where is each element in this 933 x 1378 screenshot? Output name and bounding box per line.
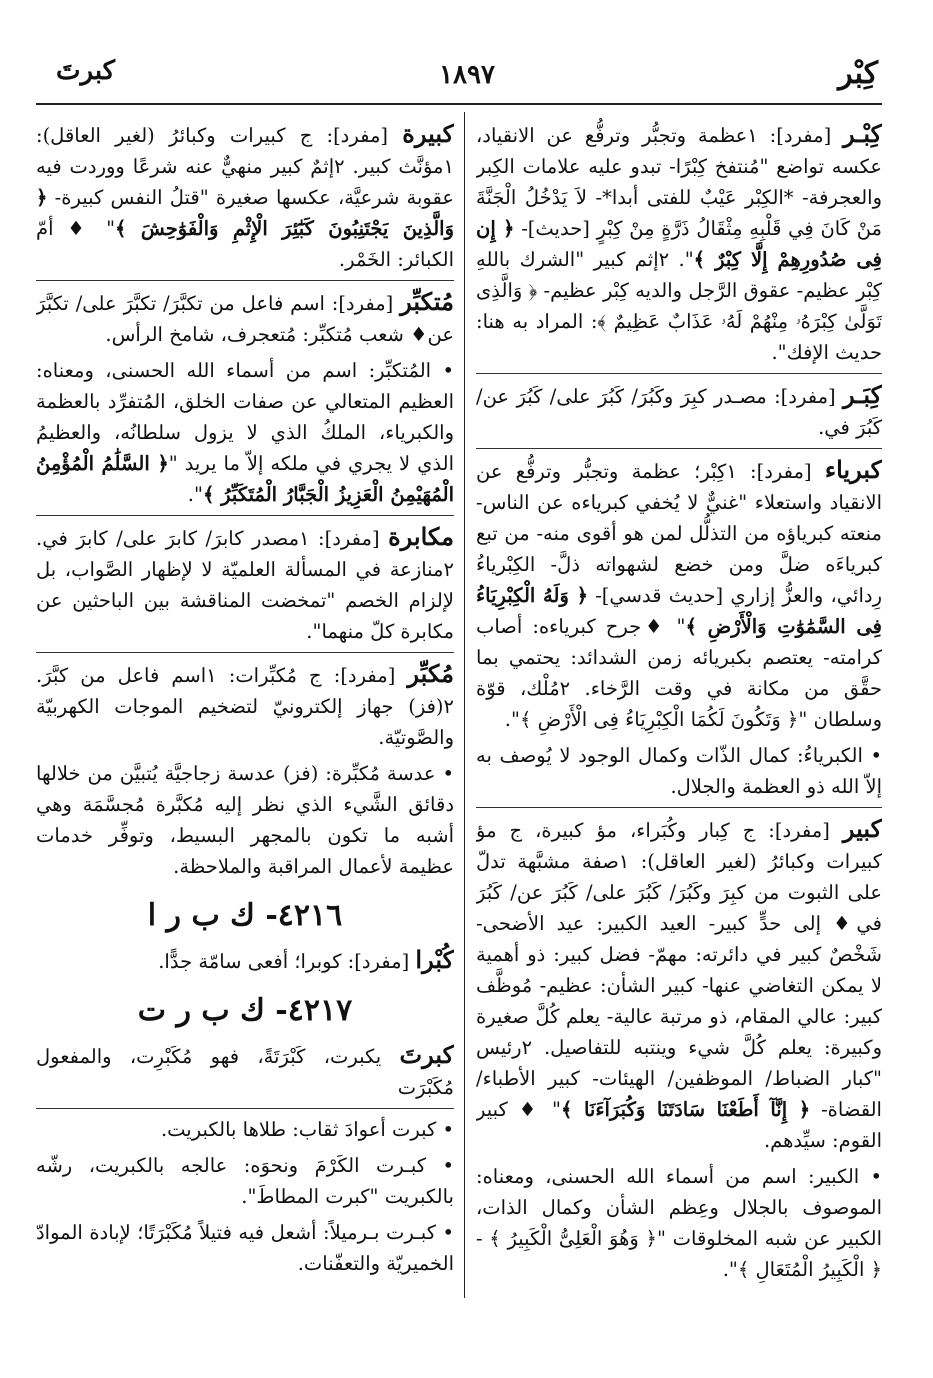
root-heading-4216: ٤٢١٦- ك ب ر ا [147,898,343,933]
definition-tail: ". [187,483,203,506]
entry-kibr [476,118,882,368]
header-left-word: كبرتَ [56,56,116,86]
definition: [مفرد]: ١كِبْر؛ عظمة وتجبُّر وترفُّع عن الانقياد واستعلاء "غنيٌّ لا يُخفي كبرياءه عن الناس- منعته كبرياؤه من التذلُّل لمن هو أقوى منه- من تبع كبرياءَه ضلَّ ومن خضع لشهواته ذلَّ- الكِبْرياءُ رِدائي، والعزُّ إزاري [حديث قدسي]- [476,460,882,607]
headword: كِبَـر [843,380,882,409]
definition: يكبرت، كَبْرَتَةً، فهو مُكَبْرِت، والمفعول مُكَبْرَت [36,1045,454,1099]
definition-tail: " ♦ أمّ الكبائر: الخَمْر. [36,217,454,271]
root-heading-4217: ٤٢١٧- ك ب ر ت [137,993,353,1028]
entry-mutakabbir [36,280,454,350]
definition: [مفرد]: مصـدر كبِرَ وكَبُرَ/ كَبُرَ على/ كَبُرَ عن/ كَبُرَ في. [476,385,882,439]
entry-kabir [476,807,882,1156]
headword: كبيرة [402,119,454,148]
entry-al-mutakabbir [36,355,454,510]
entry-al-kabir [476,1161,882,1285]
definition: [مفرد]: ١عظمة وتجبُّر وترفُّع عن الانقياد، عكسه تواضع "مُنتفخ كِبْرًا- تبدو عليه علامات الكِبر والعجرفة- *الكِبْر عَيْبٌ للفتى أبدا*- لاَ يَدْخُلُ الْجَنَّةَ مَنْ كَانَ فِي قَلْبِهِ مِثْقَالُ ذَرَّةٍ مِنْ كِبْرٍ [حديث]- [476,124,882,240]
entry-kabrata-sense-2 [36,1150,454,1212]
entry-mukabbir [36,652,454,753]
definition: [مفرد]: ج كِبار وكُبَراء، مؤ كبيرة، ج مؤ كبيرات وكبائرُ (لغير العاقل): ١صفة مشبَّهة تدلّ على الثبوت من كبِرَ وكَبُرَ/ كَبُرَ على/ كَبُرَ عن/ كَبُرَ في♦ إلى حدٍّ كبير- العيد الكبير: عيد الأضحى- شَخْصٌ كبير في دائرته: مهمّ- فضل كبير: ذو أهمية لا يمكن التغاضي عنها- كبير الشأن: عظيم- مُوظَّف كبير: عالي المقام، ذو مرتبة عالية- يعلم كُلَّ صغيرة وكبيرة: يعلم كُلَّ شيء وينتبه للتفاصيل. ٢رئيس "كبار الضباط/ الموظفين/ الهيئات- كبير الأطباء/ القضاة- [476,819,882,1121]
headword: كبرتَ [399,1040,454,1069]
definition: [مفرد]: كوبرا؛ أفعى سامّة جدًّا. [158,950,416,973]
definition: • المُتكبِّر: اسم من أسماء الله الحسنى، ومعناه: العظيم المتعالي عن صفات الخلق، المُتفرِّد بالعظمة والكبرياء، الملكُ الذي لا يزول سلطانُه، والعظيمُ الذي لا يجري في ملكه إلاّ ما يريد " [36,359,454,475]
definition-tail: " ♦جرح كبرياءه: أصاب كرامته- يعتصم بكبريائه زمن الشدائد: يحتمي بما حقَّق من مكانة في وقت الرَّخاء. ٢مُلْك، قوّة وسلطان "﴿ وَتَكُونَ لَكُمَا الْكِبْرِيَاءُ فِى الْأَرْضِ ﴾". [476,615,882,731]
entry-kibriya [476,448,882,735]
definition: [مفرد]: ١مصدر كابرَ/ كابرَ على/ كابرَ في. ٢منازعة في المسألة العلميّة لا لإظهار الصَّواب، بل لإلزام الخصم "تمخضت المناقشة بين الباحثين عن مكابرة كلّ منهما". [36,527,454,643]
definition: • كبـرت الكَرْمَ ونحوَه: عالجه بالكبريت، رشّه بالكبريت "كبرت المطاطَ". [36,1154,454,1208]
entry-kubra [36,944,454,977]
quran-quote: ﴿ السَّلَٰمُ الْمُؤْمِنُ الْمُهَيْمِنُ الْعَزِيزُ الْجَبَّارُ الْمُتَكَبِّرُ ﴾ [36,452,454,506]
quran-quote: ﴿ إِنَّآ أَطَعْنَا سَادَتَنَا وَكُبَرَآءَنَا ﴾ [560,1098,811,1121]
entry-kabrata-sense-1 [36,1108,454,1145]
headword: كِبْـر [843,119,882,148]
entry-kabira [36,118,454,275]
definition: • عدسة مُكبِّرة: (فز) عدسة زجاجيَّة يُتبيَّن من خلالها دقائق الشَّيء الذي نظر إليه مُكبَّرة مُجسَّمَة وهي أشبه ما تكون بالمجهر البسيط، وتوفِّر خدمات عظيمة لأعمال المراقبة والملاحظة. [36,762,454,878]
header-rule [36,103,882,105]
headword: مكابرة [388,522,454,551]
definition: [مفرد]: ج مُكبِّرات: ١اسم فاعل من كبَّرَ. ٢(فز) جهاز إلكترونيّ لتضخيم الموجات الكهربيّة والصَّوتيّة. [36,664,454,749]
definition: • الكبير: اسم من أسماء الله الحسنى، ومعناه: الموصوف بالجلال وعِظم الشأن وكمال الذات، الكبير عن شبه المخلوقات "﴿ وَهُوَ الْعَلِىُّ الْكَبِيرُ ﴾ - ﴿ الْكَبِيرُ الْمُتَعَالِ ﴾". [476,1165,882,1281]
definition-tail: ". ٢إثم كبير "الشرك باللهِ كِبْر عظيم- عقوق الرَّجل والديه كِبْر عظيم- ﴿ وَالَّذِى تَوَلَّىٰ كِبْرَهُۥ مِنْهُمْ لَهُۥ عَذَابٌ عَظِيمٌ ﴾: المراد به هنا: حديث الإفك". [476,248,882,364]
entry-al-kibriya [476,740,882,802]
entry-kibar [476,373,882,443]
entry-kabrata-sense-3 [36,1217,454,1279]
definition: [مفرد]: ج كبيرات وكبائرُ (لغير العاقل): ١مؤنَّث كبير. ٢إثمٌ كبير منهيٌّ عنه شرعًا ووردت فيه عقوبة شرعيَّة، عكسها صغيرة "قتلُ النفس كبيرة- [36,124,454,209]
column-divider [464,112,465,1298]
quran-quote: ﴿ إِن فِى صُدُورِهِمْ إِلَّا كِبْرٌ ﴾ [476,217,882,271]
headword: مُتكبِّر [400,287,454,316]
headword: كبرياء [824,455,882,484]
headword: كُبْرا [415,945,454,974]
entry-adasa-mukabbira [36,758,454,882]
left-column [36,118,454,1298]
definition: • كبـرت بـرميلاً: أشعل فيه فتيلاً مُكَبْرَتًا؛ لإبادة الموادّ الخميريّة والتعفّنات. [36,1221,454,1275]
quran-quote: ﴿ وَلَهُ الْكِبْرِيَاءُ فِى السَّمَٰوَٰتِ وَالْأَرْضِ ﴾ [476,584,882,638]
header-right-word: كِبْر [838,56,878,91]
entry-kabrata [36,1039,454,1103]
definition: • الكبرياءُ: كمال الذّات وكمال الوجود لا يُوصف به إلاّ الله ذو العظمة والجلال. [476,744,882,798]
page-header [56,52,878,102]
entry-mukabara [36,515,454,647]
page-number: ١٨٩٧ [439,60,495,90]
quran-quote: ﴿ وَالَّذِينَ يَجْتَنِبُونَ كَبَٰٓئِرَ الْإِثْمِ وَالْفَوَٰحِشَ ﴾ [36,186,454,240]
definition: [مفرد]: اسم فاعل من تكبَّرَ/ تكبَّرَ على/ تكبَّرَ عن♦ شعب مُتكبِّر: مُتعجرف، شامخ الرأس. [36,292,454,346]
definition-tail: " ♦ كبير القوم: سيِّدهم. [476,1098,882,1152]
right-column [476,118,882,1298]
definition: • كبرت أعوادَ ثقاب: طلاها بالكبريت. [160,1118,454,1141]
headword: كبير [842,814,882,843]
headword: مُكبِّر [407,659,454,688]
